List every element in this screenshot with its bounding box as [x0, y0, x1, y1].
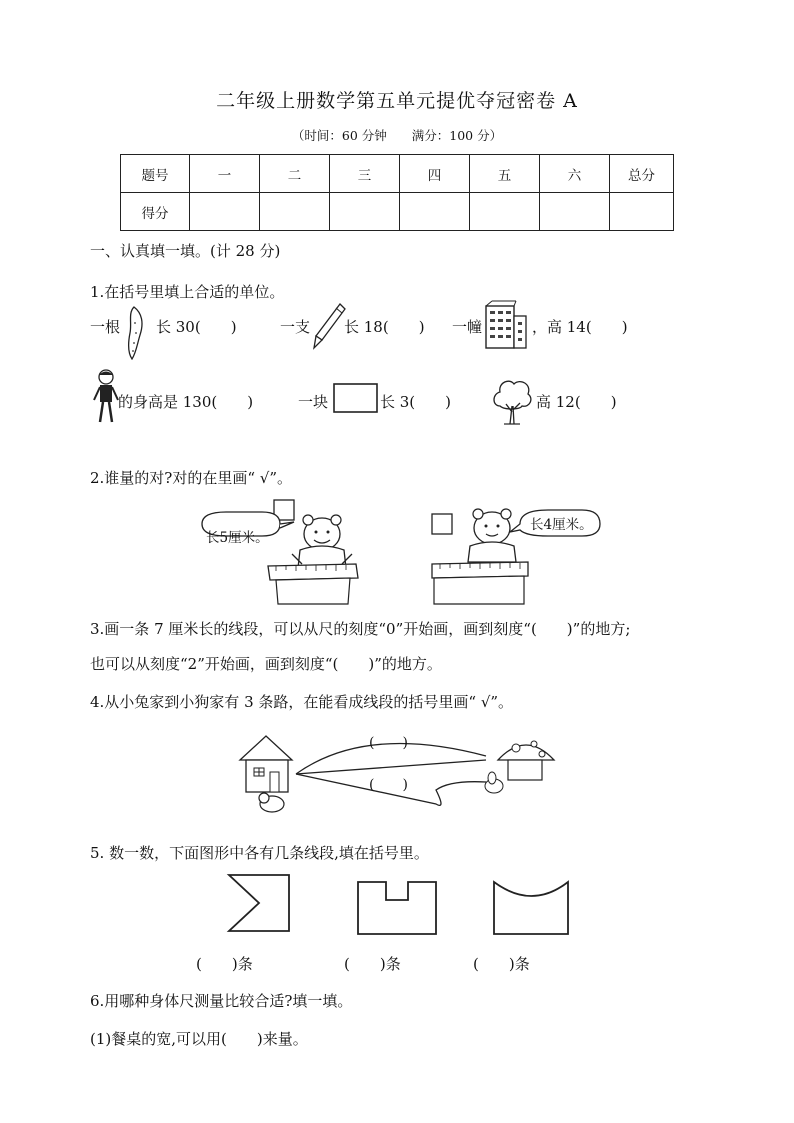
- q1-item2-suffix: 长 18( ): [344, 318, 425, 336]
- question-6: 6.用哪种身体尺测量比较合适?填一填。: [90, 992, 353, 1010]
- left-bubble-text: 长5厘米。: [206, 530, 269, 546]
- header-cell: 四: [400, 155, 470, 193]
- lower-path-paren[interactable]: ( ): [369, 777, 408, 793]
- header-cell: 一: [190, 155, 260, 193]
- rectangle-board-icon: [333, 383, 379, 415]
- score-cell[interactable]: [330, 193, 400, 231]
- building-icon: [482, 298, 530, 350]
- question-6-sub-1: (1)餐桌的宽,可以用( )来量。: [90, 1030, 308, 1048]
- left-bear-measuring-figure: [196, 498, 361, 608]
- shape-1-answer[interactable]: ( )条: [196, 955, 253, 973]
- header-cell: 六: [540, 155, 610, 193]
- boy-icon: [92, 368, 120, 426]
- q1-item5-suffix: 长 3( ): [380, 393, 452, 411]
- q1-item3-prefix: 一幢: [452, 318, 483, 336]
- page-title: 二年级上册数学第五单元提优夺冠密卷 A: [216, 90, 578, 112]
- q1-item6-suffix: 高 12( ): [536, 393, 617, 411]
- q1-item1-suffix: 长 30( ): [156, 318, 237, 336]
- header-cell: 五: [470, 155, 540, 193]
- upper-path-paren[interactable]: ( ): [369, 735, 408, 751]
- score-cell[interactable]: [400, 193, 470, 231]
- shape-curved-top: [492, 880, 570, 936]
- q1-item3-suffix: ，高 14( ): [532, 318, 628, 336]
- score-cell[interactable]: [190, 193, 260, 231]
- question-2: 2.谁量的对?对的在里画“ √”。: [90, 469, 293, 487]
- score-cell[interactable]: [470, 193, 540, 231]
- score-cell[interactable]: [540, 193, 610, 231]
- header-cell: 题号: [121, 155, 190, 193]
- header-cell: 三: [330, 155, 400, 193]
- exam-info: （时间：60 分钟 满分：100 分）: [291, 128, 503, 143]
- score-table-header-row: [121, 155, 674, 193]
- header-cell: 总分: [610, 155, 674, 193]
- shape-arrow-notch: [225, 873, 295, 935]
- question-5: 5. 数一数，下面图形中各有几条线段,填在括号里。: [90, 844, 429, 862]
- shape-2-answer[interactable]: ( )条: [344, 955, 401, 973]
- score-table: [120, 154, 674, 231]
- q1-item2-prefix: 一支: [280, 318, 311, 336]
- section-heading: 一、认真填一填。(计 28 分): [90, 242, 281, 260]
- q1-item5-prefix: 一块: [298, 393, 329, 411]
- question-3-line-2: 也可以从刻度“2”开始画，画到刻度“( )”的地方。: [90, 655, 442, 673]
- q1-item1-prefix: 一根: [90, 318, 121, 336]
- shape-3-answer[interactable]: ( )条: [473, 955, 530, 973]
- score-label-cell: 得分: [121, 193, 190, 231]
- right-bubble-text: 长4厘米。: [530, 517, 593, 533]
- score-cell[interactable]: [610, 193, 674, 231]
- ribbon-icon: [122, 305, 152, 360]
- header-cell: 二: [260, 155, 330, 193]
- pencil-icon: [312, 302, 346, 350]
- shape-u-notch: [356, 880, 438, 936]
- score-table-score-row: [121, 193, 674, 231]
- q1-item4-suffix: 的身高是 130( ): [118, 393, 254, 411]
- tree-icon: [490, 376, 534, 426]
- question-1: 1.在括号里填上合适的单位。: [90, 283, 285, 301]
- answer-box-right[interactable]: [432, 514, 452, 534]
- question-3-line-1: 3.画一条 7 厘米长的线段，可以从尺的刻度“0”开始画，画到刻度“( )”的地方;: [90, 620, 631, 638]
- question-4: 4.从小兔家到小狗家有 3 条路，在能看成线段的括号里画“ √”。: [90, 693, 514, 711]
- score-cell[interactable]: [260, 193, 330, 231]
